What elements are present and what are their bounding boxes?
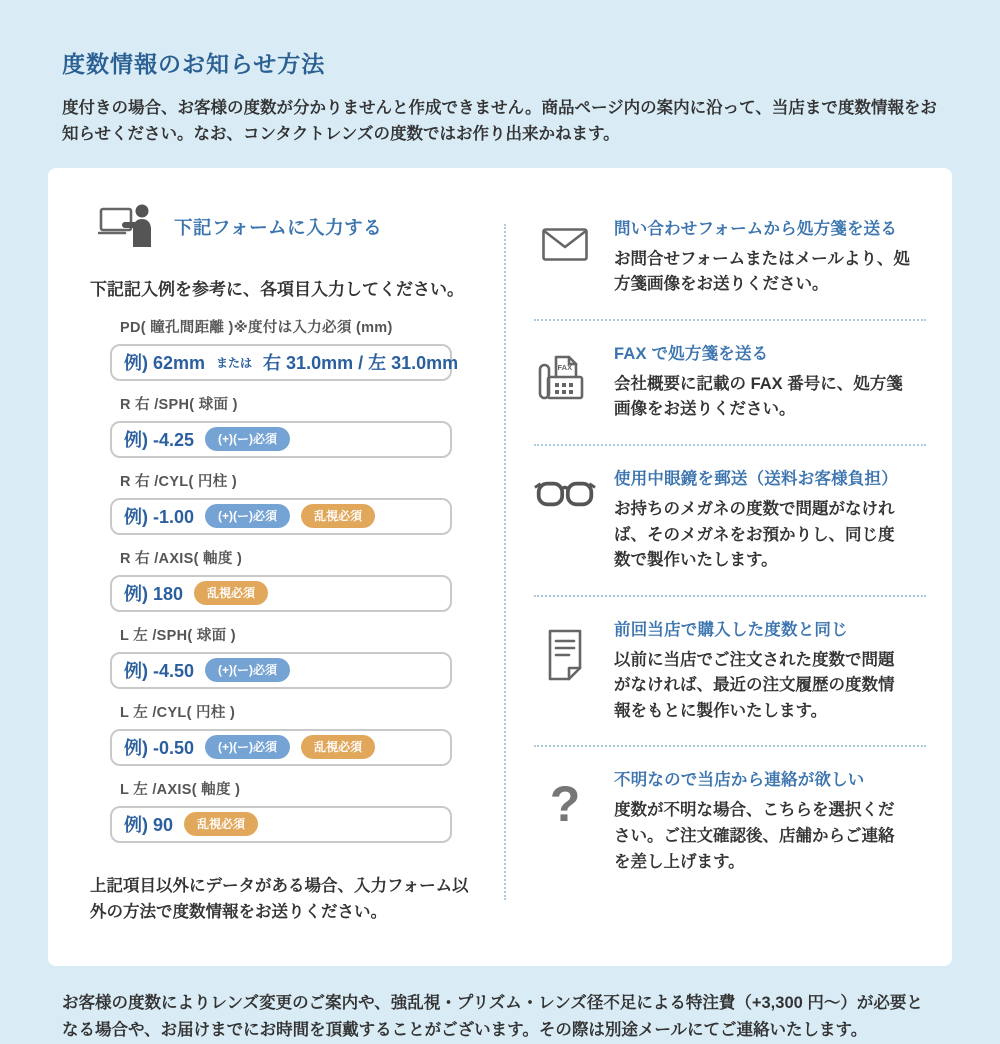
envelope-icon xyxy=(534,215,596,298)
method-body: お問合せフォームまたはメールより、処方箋画像をお送りください。 xyxy=(614,249,910,294)
astigmatism-required-badge: 乱視必須 xyxy=(194,581,268,605)
sign-required-badge: (+)(ー)必須 xyxy=(205,504,290,528)
document-icon xyxy=(534,616,596,725)
field-example-box xyxy=(110,806,452,843)
field-example-text: 例) -1.00 xyxy=(124,507,195,528)
method-body: 会社概要に記載の FAX 番号に、処方箋画像をお送りください。 xyxy=(614,374,903,419)
field-example-box xyxy=(110,344,459,381)
method-item xyxy=(534,595,926,746)
method-item xyxy=(534,745,926,896)
method-text xyxy=(614,340,910,423)
question-mark: ? xyxy=(549,776,581,833)
field-label: L 左 /AXIS( 軸度 ) xyxy=(120,781,241,798)
form-section-header xyxy=(98,202,494,253)
field-label: R 右 /SPH( 球面 ) xyxy=(120,396,238,413)
method-item xyxy=(534,196,926,319)
field-label: L 左 /SPH( 球面 ) xyxy=(120,627,236,644)
method-title: FAX で処方箋を送る xyxy=(614,344,769,363)
field-example-box xyxy=(110,652,452,689)
form-heading: 下記フォームに入力する xyxy=(174,217,383,239)
field-example-text: 例) 90 xyxy=(124,815,174,836)
field-example-text: 例) 62mm xyxy=(124,353,206,374)
field-example-text: 例) -4.25 xyxy=(124,430,195,451)
intro-text: 度付きの場合、お客様の度数が分かりませんと作成できません。商品ページ内の案内に沿って、当店まで度数情報をお知らせください。なお、コンタクトレンズの度数ではお作り出来かねます。 xyxy=(62,99,937,144)
field-label: R 右 /AXIS( 軸度 ) xyxy=(120,550,243,567)
method-title: 前回当店で購入した度数と同じ xyxy=(614,620,848,639)
field-example-text: 例) -0.50 xyxy=(124,738,195,759)
methods-section xyxy=(504,196,952,926)
field-label: R 右 /CYL( 円柱 ) xyxy=(120,473,237,490)
field-example-box xyxy=(110,575,452,612)
page-title: 度数情報のお知らせ方法 xyxy=(62,51,326,77)
form-fields-list xyxy=(110,316,494,843)
astigmatism-required-badge: 乱視必須 xyxy=(301,735,375,759)
method-title: 使用中眼鏡を郵送（送料お客様負担） xyxy=(614,470,898,489)
method-body: 以前に当店でご注文された度数で問題がなければ、最近の注文履歴の度数情報をもとに製作いたします。 xyxy=(614,650,895,720)
field-example-box xyxy=(110,421,452,458)
svg-text:FAX: FAX xyxy=(557,362,573,372)
field-example-box xyxy=(110,498,452,535)
astigmatism-required-badge: 乱視必須 xyxy=(184,812,258,836)
field-example-text: 例) 180 xyxy=(124,584,184,605)
method-item xyxy=(534,444,926,595)
form-note: 上記項目以外にデータがある場合、入力フォーム以外の方法で度数情報をお送りください。 xyxy=(90,876,469,922)
sign-required-badge: (+)(ー)必須 xyxy=(205,735,290,759)
method-text xyxy=(614,766,910,875)
field-example-text: 右 31.0mm / 左 31.0mm xyxy=(263,353,459,374)
person-at-screen-icon xyxy=(98,202,154,253)
fax-icon xyxy=(534,340,596,423)
footer-note: お客様の度数によりレンズ変更のご案内や、強乱視・プリズム・レンズ径不足による特注費（+3,300 円～）が必要となる場合や、お届けまでにお時間を頂戴することがございます。その際は別途メールにてご連絡いたします。 xyxy=(62,993,923,1039)
method-text xyxy=(614,616,910,725)
field-example-text: 例) -4.50 xyxy=(124,661,195,682)
astigmatism-required-badge: 乱視必須 xyxy=(301,504,375,528)
method-body: 度数が不明な場合、こちらを選択ください。ご注文確認後、店舗からご連絡を差し上げます。 xyxy=(614,801,895,871)
form-subheading: 下記記入例を参考に、各項目入力してください。 xyxy=(90,279,464,299)
sign-required-badge: (+)(ー)必須 xyxy=(205,658,290,682)
field-label: PD( 瞳孔間距離 )※度付は入力必須 (mm) xyxy=(120,319,393,336)
glasses-icon xyxy=(534,465,596,574)
method-item xyxy=(534,319,926,444)
field-example-box xyxy=(110,729,452,766)
content-card xyxy=(48,168,952,966)
method-title: 問い合わせフォームから処方箋を送る xyxy=(614,219,898,238)
field-label: L 左 /CYL( 円柱 ) xyxy=(120,704,236,721)
question-icon xyxy=(534,766,596,875)
form-section xyxy=(48,196,504,926)
sign-required-badge: (+)(ー)必須 xyxy=(205,427,290,451)
method-text xyxy=(614,215,910,298)
field-example-text: または xyxy=(216,355,253,370)
method-text xyxy=(614,465,910,574)
method-title: 不明なので当店から連絡が欲しい xyxy=(614,771,865,790)
method-body: お持ちのメガネの度数で問題がなければ、そのメガネをお預かりし、同じ度数で製作いたします。 xyxy=(614,500,895,570)
